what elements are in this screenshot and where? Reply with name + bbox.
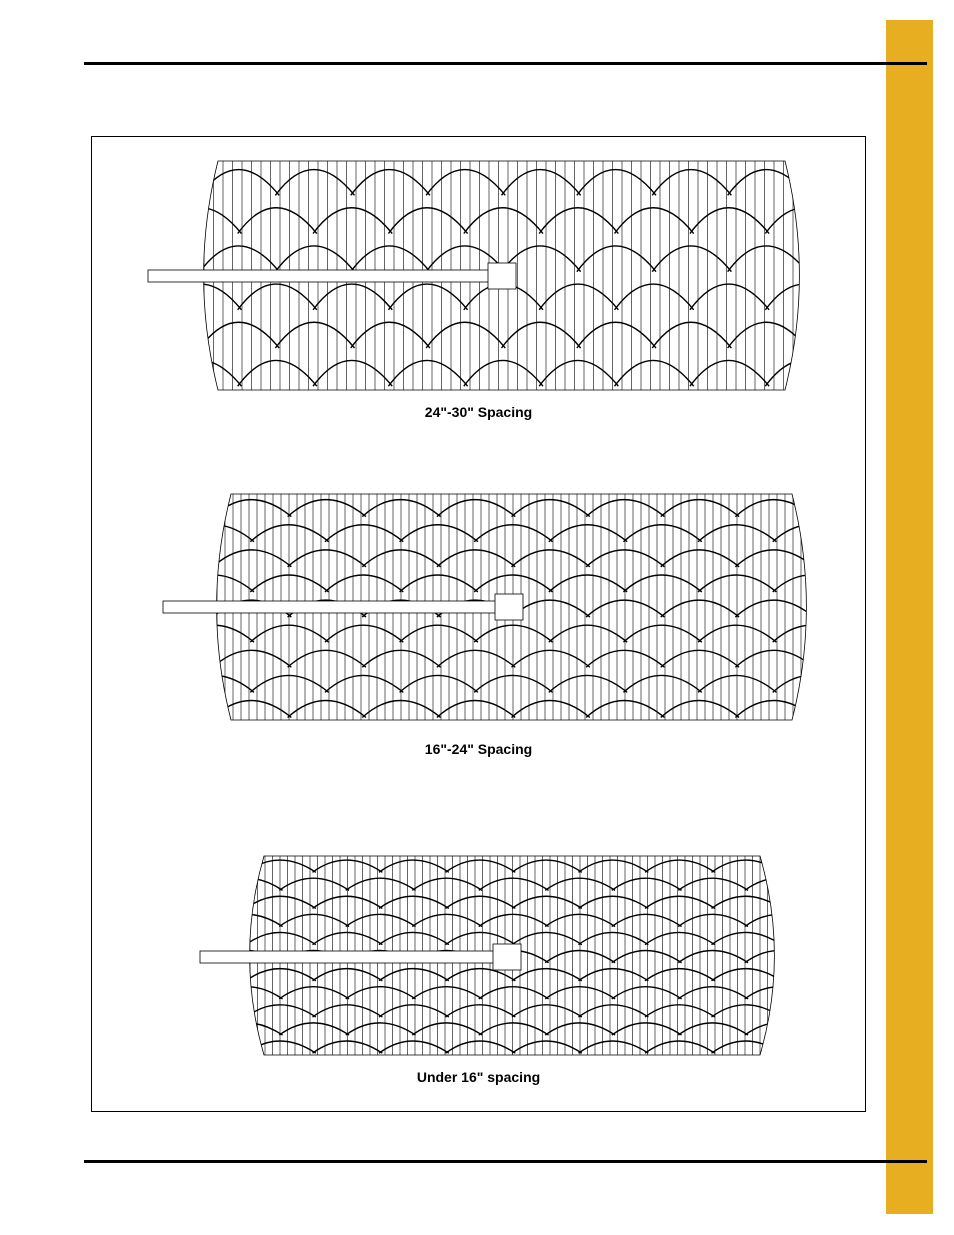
spread-arc	[586, 701, 664, 718]
spread-arc	[362, 701, 440, 718]
spread-arc	[325, 525, 403, 542]
spread-arc	[579, 896, 649, 908]
spread-arc	[778, 969, 848, 981]
spread-arc	[811, 987, 881, 999]
spread-arc	[690, 284, 769, 310]
spread-arc	[745, 987, 815, 999]
spread-arc	[362, 550, 440, 567]
spread-arc	[346, 878, 416, 890]
spread-arc	[313, 208, 392, 234]
spread-arc	[803, 246, 882, 272]
figure-caption-1: 24"-30" Spacing	[424, 404, 533, 420]
spread-arc	[623, 525, 701, 542]
spread-arc	[549, 625, 627, 642]
spread-arc	[623, 675, 701, 692]
spread-arc	[275, 322, 354, 348]
spread-arc	[615, 360, 694, 386]
spread-arc	[765, 284, 844, 310]
spread-arc	[512, 896, 582, 908]
spread-arc	[623, 575, 701, 592]
spread-arc	[810, 550, 888, 567]
spread-arc	[512, 860, 582, 872]
spread-arc	[778, 932, 848, 944]
spread-arc	[213, 1023, 283, 1035]
spread-arc	[125, 322, 204, 348]
spread-arc	[288, 500, 366, 517]
spread-arc	[735, 500, 813, 517]
spread-arc	[577, 246, 656, 272]
spread-arc	[288, 650, 366, 667]
spread-arc	[811, 878, 881, 890]
spread-arc	[479, 878, 549, 890]
spread-arc	[512, 701, 590, 718]
spreader-pipe	[148, 270, 490, 282]
spread-arc	[238, 284, 317, 310]
spread-arc	[811, 914, 881, 926]
spread-arc	[847, 675, 925, 692]
spread-arc	[125, 246, 204, 272]
spread-arc	[612, 878, 682, 890]
spread-arc	[379, 969, 449, 981]
spread-arc	[250, 625, 328, 642]
spread-arc	[690, 208, 769, 234]
spread-arc	[180, 969, 250, 981]
spread-arc	[735, 701, 813, 718]
spread-arc	[313, 360, 392, 386]
spread-arc	[735, 650, 813, 667]
spread-arc	[250, 575, 328, 592]
spread-arc	[474, 575, 552, 592]
spread-arc	[176, 575, 254, 592]
spread-arc	[612, 951, 682, 963]
spread-arc	[176, 625, 254, 642]
spread-arc	[512, 650, 590, 667]
spread-arc	[180, 1041, 250, 1053]
spread-arc	[238, 360, 317, 386]
spread-arc	[502, 322, 581, 348]
spread-arc	[502, 170, 581, 196]
spread-arc	[138, 550, 216, 567]
spreader-pipe	[200, 951, 495, 963]
spread-arc	[400, 675, 478, 692]
spread-arc	[539, 360, 618, 386]
spread-arc	[400, 625, 478, 642]
spread-arc	[279, 878, 349, 890]
spread-arc	[765, 360, 844, 386]
spread-arc	[213, 987, 283, 999]
spread-arc	[579, 1041, 649, 1053]
spread-arc	[773, 575, 851, 592]
spread-arc	[138, 650, 216, 667]
spread-arc	[246, 932, 316, 944]
spread-arc	[346, 914, 416, 926]
spread-arc	[661, 650, 739, 667]
spread-arc	[246, 1005, 316, 1017]
spread-arc	[549, 575, 627, 592]
spread-arc	[400, 575, 478, 592]
spread-arc	[200, 246, 279, 272]
spread-arc	[250, 525, 328, 542]
spread-arc	[138, 701, 216, 718]
spread-arc	[735, 550, 813, 567]
spread-arc	[778, 896, 848, 908]
spread-arc	[213, 878, 283, 890]
spread-arc	[586, 600, 664, 617]
spread-arc	[690, 360, 769, 386]
spread-arc	[426, 170, 505, 196]
spread-arc	[712, 932, 782, 944]
spread-arc	[388, 284, 467, 310]
spread-arc	[351, 170, 430, 196]
spread-arc	[652, 170, 731, 196]
spread-arc	[200, 170, 279, 196]
spread-arc	[464, 208, 543, 234]
spread-arc	[615, 208, 694, 234]
spread-arc	[362, 650, 440, 667]
spread-arc	[325, 625, 403, 642]
spread-arc	[612, 987, 682, 999]
spread-arc	[728, 170, 807, 196]
spread-arc	[745, 914, 815, 926]
spread-arc	[645, 969, 715, 981]
spread-arc	[512, 550, 590, 567]
spread-arc	[745, 1023, 815, 1035]
spread-arc	[512, 969, 582, 981]
spread-arc	[810, 650, 888, 667]
spread-arc	[579, 969, 649, 981]
spread-arc	[728, 322, 807, 348]
spread-arc	[728, 246, 807, 272]
spread-arc	[351, 322, 430, 348]
spread-arc	[623, 625, 701, 642]
spread-arc	[841, 208, 920, 234]
spread-arc	[125, 170, 204, 196]
spread-arc	[803, 322, 882, 348]
spread-arc	[712, 1041, 782, 1053]
spread-arc	[773, 625, 851, 642]
bin-floor-diagram-3	[180, 856, 882, 1071]
spread-arc	[138, 500, 216, 517]
spread-arc	[615, 284, 694, 310]
spread-arc	[400, 525, 478, 542]
spread-arc	[712, 969, 782, 981]
spread-arc	[346, 1023, 416, 1035]
spread-arc	[379, 932, 449, 944]
spread-arc	[474, 625, 552, 642]
figure-caption-3: Under 16" spacing	[416, 1069, 541, 1085]
spread-arc	[579, 1005, 649, 1017]
spreader-head	[495, 594, 523, 620]
spread-arc	[279, 1023, 349, 1035]
figure-caption-2: 16"-24" Spacing	[424, 741, 533, 757]
spread-arc	[539, 208, 618, 234]
spread-arc	[180, 932, 250, 944]
spread-arc	[426, 322, 505, 348]
spread-arc	[712, 860, 782, 872]
spread-arc	[847, 575, 925, 592]
spread-arc	[379, 896, 449, 908]
spread-arc	[250, 675, 328, 692]
spread-arc	[379, 860, 449, 872]
spread-arc	[176, 525, 254, 542]
spread-arc	[279, 914, 349, 926]
spread-arc	[180, 1005, 250, 1017]
spread-arc	[176, 675, 254, 692]
spread-arc	[652, 322, 731, 348]
spread-arc	[661, 550, 739, 567]
spread-arc	[162, 208, 241, 234]
spread-arc	[180, 860, 250, 872]
spread-arc	[765, 208, 844, 234]
spread-arc	[612, 914, 682, 926]
spread-arc	[745, 951, 815, 963]
spread-arc	[577, 322, 656, 348]
spread-arc	[745, 878, 815, 890]
spread-arc	[474, 675, 552, 692]
spread-arc	[645, 1041, 715, 1053]
spread-arc	[437, 701, 515, 718]
spread-arc	[778, 1005, 848, 1017]
spread-arc	[847, 525, 925, 542]
spread-arc	[279, 987, 349, 999]
spread-arc	[313, 284, 392, 310]
spread-arc	[579, 860, 649, 872]
spread-arc	[437, 550, 515, 567]
spread-arc	[246, 969, 316, 981]
spread-arc	[246, 896, 316, 908]
spread-arc	[577, 170, 656, 196]
spread-arc	[612, 1023, 682, 1035]
spread-arc	[325, 575, 403, 592]
spread-arc	[162, 360, 241, 386]
spread-arc	[238, 208, 317, 234]
spread-arc	[325, 675, 403, 692]
spread-arc	[388, 360, 467, 386]
bin-floor-diagram-1	[125, 161, 920, 424]
spread-arc	[645, 932, 715, 944]
spread-arc	[661, 701, 739, 718]
spread-arc	[213, 701, 291, 718]
spread-arc	[437, 650, 515, 667]
spread-arc	[811, 1023, 881, 1035]
spread-arc	[778, 860, 848, 872]
spread-arc	[549, 675, 627, 692]
spread-arc	[586, 550, 664, 567]
spread-arc	[474, 525, 552, 542]
spread-arc	[362, 500, 440, 517]
spread-arc	[479, 987, 549, 999]
spread-arc	[180, 896, 250, 908]
spread-arc	[479, 914, 549, 926]
spread-arc	[661, 600, 739, 617]
spread-arc	[773, 525, 851, 542]
spread-arc	[379, 1041, 449, 1053]
spread-arc	[579, 932, 649, 944]
spread-arc	[803, 170, 882, 196]
spread-arc	[213, 500, 291, 517]
spread-arc	[735, 600, 813, 617]
spread-arc	[351, 246, 430, 272]
spread-arc	[288, 550, 366, 567]
spread-arc	[811, 951, 881, 963]
spread-arc	[388, 208, 467, 234]
spreader-head	[488, 263, 516, 289]
spread-arc	[346, 987, 416, 999]
spread-arc	[549, 525, 627, 542]
spread-arc	[512, 500, 590, 517]
spread-arc	[512, 1005, 582, 1017]
spread-arc	[379, 1005, 449, 1017]
spread-arc	[841, 360, 920, 386]
spread-arc	[661, 500, 739, 517]
spread-arc	[512, 932, 582, 944]
spread-arc	[847, 625, 925, 642]
spread-arc	[288, 701, 366, 718]
spread-arc	[464, 360, 543, 386]
spread-arc	[213, 914, 283, 926]
spread-arc	[162, 284, 241, 310]
spreader-head	[493, 944, 521, 970]
spread-arc	[246, 860, 316, 872]
spread-arc	[539, 284, 618, 310]
spread-arc	[841, 284, 920, 310]
spread-arc	[652, 246, 731, 272]
spread-arc	[586, 500, 664, 517]
spread-arc	[275, 246, 354, 272]
spread-arc	[275, 170, 354, 196]
spread-arc	[810, 701, 888, 718]
spread-arc	[437, 500, 515, 517]
spread-arc	[810, 600, 888, 617]
spread-arc	[810, 500, 888, 517]
spread-arc	[645, 896, 715, 908]
spread-arc	[773, 675, 851, 692]
spread-arc	[645, 1005, 715, 1017]
spread-arc	[200, 322, 279, 348]
spread-arc	[246, 1041, 316, 1053]
spread-arc	[479, 1023, 549, 1035]
spread-arc	[512, 1041, 582, 1053]
bin-floor-diagram-2	[138, 494, 925, 743]
spreader-pipe	[163, 601, 497, 613]
spread-arc	[645, 860, 715, 872]
spread-arc	[586, 650, 664, 667]
spread-arc	[778, 1041, 848, 1053]
